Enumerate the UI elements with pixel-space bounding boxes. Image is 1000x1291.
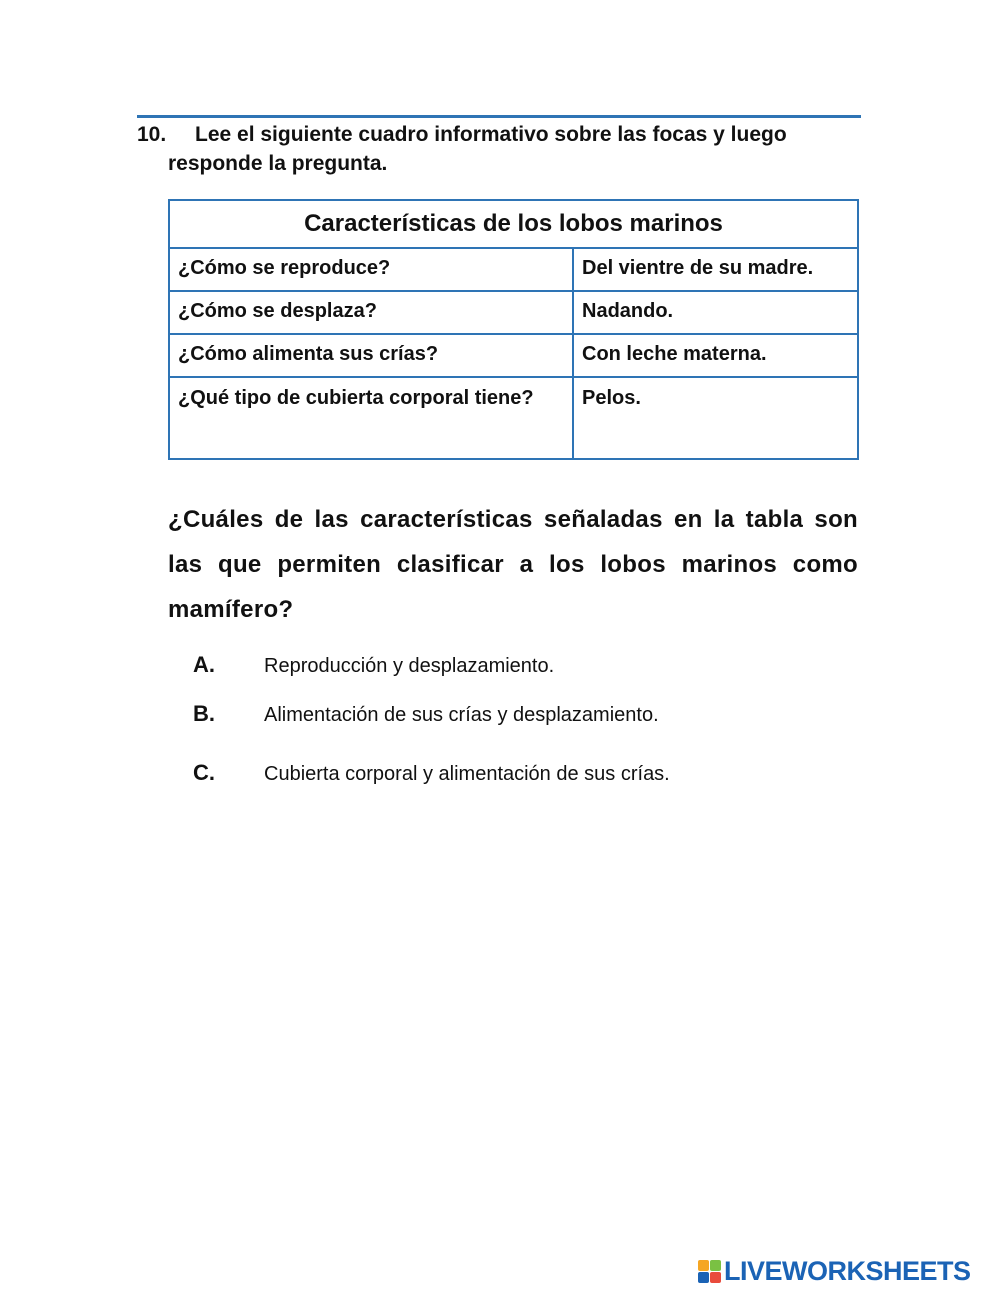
question-header bbox=[137, 120, 867, 178]
table-cell-question: ¿Cómo alimenta sus crías? bbox=[169, 334, 573, 377]
table-row bbox=[169, 291, 858, 334]
option-text: Reproducción y desplazamiento. bbox=[264, 655, 555, 677]
table-row bbox=[169, 248, 858, 291]
liveworksheets-logo bbox=[698, 1256, 971, 1286]
question-instruction-line1: Lee el siguiente cuadro informativo sobre las focas y luego bbox=[195, 123, 787, 146]
main-question: ¿Cuáles de las características señaladas en la tabla son las que permiten clasificar a los lobos marinos como mamífero? bbox=[168, 506, 858, 623]
table-cell-answer: Con leche materna. bbox=[573, 334, 858, 377]
option-text: Alimentación de sus crías y desplazamiento. bbox=[264, 704, 659, 726]
logo-icon bbox=[698, 1260, 721, 1283]
question-instruction-line2: responde la pregunta. bbox=[168, 152, 388, 175]
question-number: 10. bbox=[137, 123, 167, 146]
option-text: Cubierta corporal y alimentación de sus crías. bbox=[264, 763, 670, 785]
table-row bbox=[169, 377, 858, 459]
table-cell-question: ¿Cómo se reproduce? bbox=[169, 248, 573, 291]
table-cell-answer: Del vientre de su madre. bbox=[573, 248, 858, 291]
option-letter: A. bbox=[193, 652, 215, 677]
logo-text: LIVEWORKSHEETS bbox=[724, 1255, 971, 1286]
table-cell-answer: Nadando. bbox=[573, 291, 858, 334]
table-row bbox=[169, 334, 858, 377]
option-letter: C. bbox=[193, 760, 215, 785]
option-c[interactable] bbox=[193, 760, 670, 786]
option-a[interactable] bbox=[193, 652, 554, 678]
option-b[interactable] bbox=[193, 701, 659, 727]
table-title: Características de los lobos marinos bbox=[169, 200, 858, 248]
table-cell-question: ¿Cómo se desplaza? bbox=[169, 291, 573, 334]
info-table bbox=[168, 199, 859, 460]
option-letter: B. bbox=[193, 701, 215, 726]
table-cell-question: ¿Qué tipo de cubierta corporal tiene? bbox=[169, 377, 573, 459]
top-rule bbox=[137, 115, 861, 118]
table-cell-answer: Pelos. bbox=[573, 377, 858, 459]
